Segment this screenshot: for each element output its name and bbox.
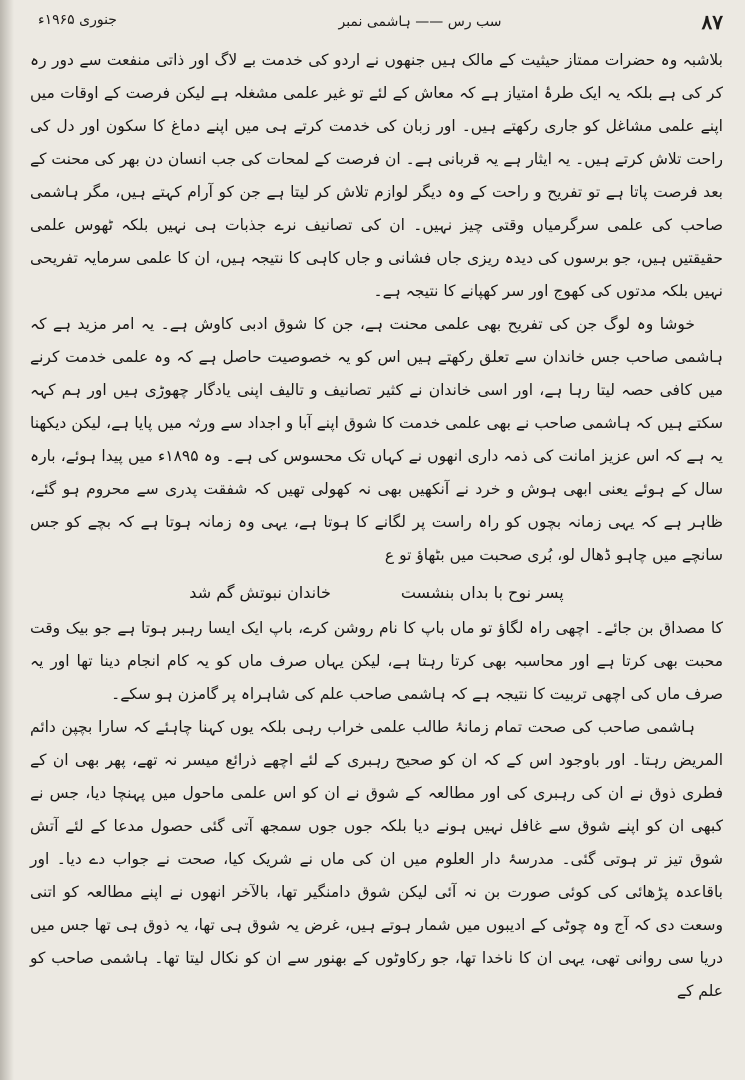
verse-first-hemistich: پسر نوح با بداں بنشست (400, 583, 564, 602)
paragraph: خوشا وہ لوگ جن کی تفریح بھی علمی محنت ہے، جن کا شوق ادبی کاوش ہے۔ یہ امر مزید ہے کہ ہاشمی صاحب جس خاندان سے تعلق رکھتے ہیں اس کو یہ خصوصیت حاصل ہے کہ وہ علمی خدمت کرنے میں کافی حصہ لیتا رہا ہے، اور اسی خاندان نے کثیر تصانیف و تالیف اپنی یادگار چھوڑی ہیں اور ہم کہہ سکتے ہیں کہ ہاشمی صاحب نے بھی علمی خدمت کا شوق اپنے آبا و اجداد سے ورثہ میں پایا ہے، لیکن دیکھنا یہ ہے کہ اس عزیز امانت کی ذمہ داری انھوں نے کہاں تک محسوس کی ہے۔ وہ ۱۸۹۵ء میں پیدا ہوئے، بارہ سال کے ہوئے یعنی ابھی ہوش و خرد نے آنکھیں بھی نہ کھولی تھیں کہ شفقت پدری سے محروم ہو گئے، ظاہر ہے کہ یہی زمانہ بچوں کو راہ راست پر لگانے کا ہوتا ہے، یہی وہ زمانہ ہوتا ہے کہ بچے کو جس سانچے میں چاہو ڈھال لو، بُری صحبت میں بٹھاؤ تو ع (30, 315, 723, 564)
paragraph: بلاشبہ وہ حضرات ممتاز حیثیت کے مالک ہیں جنھوں نے اردو کی خدمت بے لاگ اور ذاتی منفعت سے دور رہ کر کی ہے بلکہ یہ ایک طرۂ امتیاز ہے کہ معاش کے لئے تو غیر علمی مشغلہ ہے لیکن فرصت کے اوقات میں اپنے علمی مشاغل کو جاری رکھتے ہیں۔ اور زبان کی خدمت کرتے ہی میں اپنے دماغ کا سکون اور دل کی راحت تلاش کرتے ہیں۔ یہ ایثار ہے یہ قربانی ہے۔ ان فرصت کے لمحات کی جب انسان دن بھر کی محنت کے بعد فرصت پاتا ہے تو تفریح و راحت کے وہ دیگر لوازم تلاش کر لیتا ہے جن کو آرام کہتے ہیں، مگر ہاشمی صاحب کی علمی سرگرمیاں وقتی چیز نہیں۔ ان کی تصانیف نرے جذبات ہی نہیں بلکہ ٹھوس علمی حقیقتیں ہیں، جو برسوں کی دیدہ ریزی جاں فشانی و جاں کاہی کا نتیجہ ہیں، ان کا علمی سرمایہ تفریحی نہیں بلکہ مدتوں کی کھوج اور سر کھپانے کا نتیجہ ہے۔ (30, 51, 723, 300)
body-text (30, 44, 723, 1008)
running-title: سب رس —— ہاشمی نمبر (338, 14, 502, 30)
paragraph: کا مصداق بن جائے۔ اچھی راہ لگاؤ تو ماں باپ کا نام روشن کرے، باپ ایک ایسا رہبر ہوتا ہے جو بیک وقت محبت بھی کرتا ہے اور محاسبہ بھی کرتا رہتا ہے، لیکن یہاں صرف ماں کو یہ کام انجام دینا تھا اور یہ صرف ماں کی اچھی تربیت کا نتیجہ ہے کہ ہاشمی صاحب علم کی شاہراہ پر گامزن ہو سکے۔ (30, 619, 723, 703)
issue-date: جنوری ۱۹۶۵ء (38, 12, 117, 28)
verse-couplet (30, 576, 723, 610)
page-number: ۸۷ (701, 10, 723, 34)
paragraph: ہاشمی صاحب کی صحت تمام زمانۂ طالب علمی خراب رہی بلکہ یوں کہنا چاہئے کہ سارا بچپن دائم المریض رہتا۔ اور باوجود اس کے کہ ان کو صحیح رہبری کے لئے اچھے ذرائع میسر نہ تھے، پھر بھی ان کے فطری ذوق نے ان کی رہبری کی اور مطالعہ کے شوق نے ان کو اس علمی ماحول میں پہنچا دیا، جس نے کبھی ان کو اپنے شوق سے غافل نہیں ہونے دیا بلکہ جوں جوں سمجھ آتی گئی حصول مدعا کے لئے آتش شوق تیز تر ہوتی گئی۔ مدرسۂ دار العلوم میں ان کی ماں نے شریک کیا، صحت نے جواب دے دیا۔ اور باقاعدہ پڑھائی کی کوئی صورت بن نہ آئی لیکن شوق دامنگیر تھا، بالآخر انھوں نے اپنے مطالعہ کو اتنی وسعت دی کہ آج وہ چوٹی کے ادیبوں میں شمار ہوتے ہیں، غرض یہ شوق ہی تھا، یہ ذوق ہی تھا جس میں دریا سی روانی تھی، یہی ان کا ناخدا تھا، جو رکاوٹوں کے بھنور سے ان کو نکال لیتا تھا۔ ہاشمی صاحب کو علم کے (30, 718, 723, 1000)
page-header (30, 10, 723, 44)
verse-second-hemistich: خاندان نبوتش گم شد (189, 583, 331, 602)
